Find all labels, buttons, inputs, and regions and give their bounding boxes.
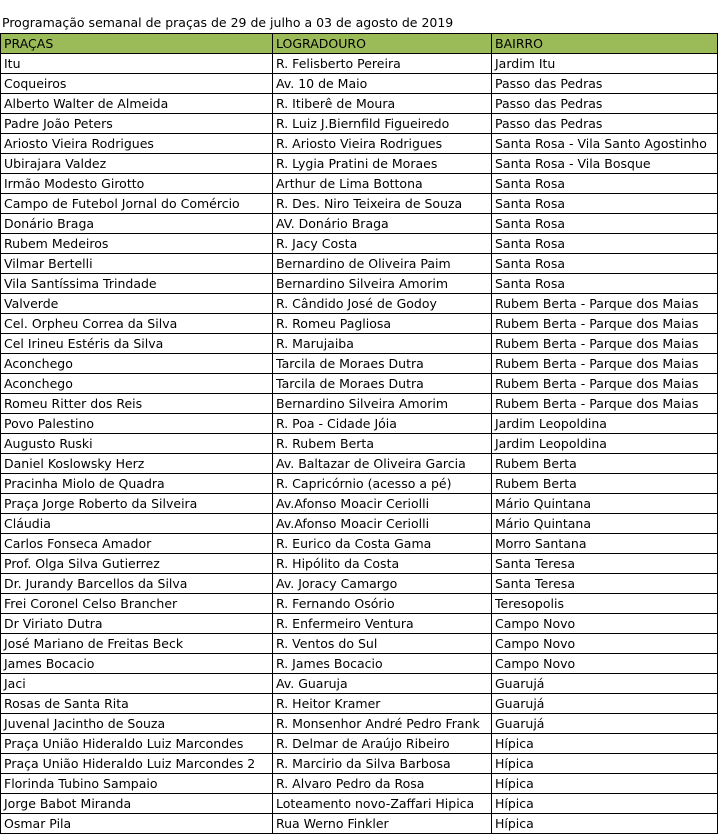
cell-logradouro[interactable]: Av. Guaruja: [273, 674, 492, 694]
table-row: [1, 114, 718, 134]
cell-praca[interactable]: Carlos Fonseca Amador: [1, 534, 273, 554]
cell-praca[interactable]: Vila Santíssima Trindade: [1, 274, 273, 294]
table-row: [1, 54, 718, 74]
header-pracas[interactable]: PRAÇAS: [1, 34, 273, 54]
table-row: [1, 94, 718, 114]
table-row: [1, 454, 718, 474]
table-row: [1, 814, 718, 834]
table-row: [1, 474, 718, 494]
table-row: [1, 494, 718, 514]
cell-praca[interactable]: Alberto Walter de Almeida: [1, 94, 273, 114]
table-row: [1, 554, 718, 574]
cell-bairro[interactable]: Mário Quintana: [492, 494, 718, 514]
cell-praca[interactable]: Coqueiros: [1, 74, 273, 94]
cell-bairro[interactable]: Campo Novo: [492, 634, 718, 654]
cell-logradouro[interactable]: Bernardino Silveira Amorim: [273, 394, 492, 414]
cell-bairro[interactable]: Santa Teresa: [492, 574, 718, 594]
table-row: [1, 694, 718, 714]
table-row: [1, 314, 718, 334]
cell-logradouro[interactable]: R. Poa - Cidade Jóia: [273, 414, 492, 434]
table-header: [1, 34, 718, 54]
cell-bairro[interactable]: Hípica: [492, 794, 718, 814]
cell-logradouro[interactable]: AV. Donário Braga: [273, 214, 492, 234]
cell-bairro[interactable]: Santa Rosa - Vila Santo Agostinho: [492, 134, 718, 154]
table-row: [1, 634, 718, 654]
cell-logradouro[interactable]: Arthur de Lima Bottona: [273, 174, 492, 194]
cell-bairro[interactable]: Santa Rosa: [492, 214, 718, 234]
cell-praca[interactable]: Rosas de Santa Rita: [1, 694, 273, 714]
cell-bairro[interactable]: Passo das Pedras: [492, 94, 718, 114]
cell-praca[interactable]: Vilmar Bertelli: [1, 254, 273, 274]
cell-bairro[interactable]: Rubem Berta - Parque dos Maias: [492, 334, 718, 354]
cell-praca[interactable]: Osmar Pila: [1, 814, 273, 834]
cell-praca[interactable]: Ubirajara Valdez: [1, 154, 273, 174]
cell-logradouro[interactable]: Bernardino Silveira Amorim: [273, 274, 492, 294]
header-logradouro[interactable]: LOGRADOURO: [273, 34, 492, 54]
cell-praca[interactable]: Padre João Peters: [1, 114, 273, 134]
cell-logradouro[interactable]: R. Ventos do Sul: [273, 634, 492, 654]
cell-praca[interactable]: Itu: [1, 54, 273, 74]
cell-logradouro[interactable]: R. Fernando Osório: [273, 594, 492, 614]
table-row: [1, 594, 718, 614]
cell-logradouro[interactable]: Tarcila de Moraes Dutra: [273, 354, 492, 374]
table-body: [1, 54, 718, 834]
cell-logradouro[interactable]: R. Marcirio da Silva Barbosa: [273, 754, 492, 774]
cell-logradouro[interactable]: R. Luiz J.Biernfild Figueiredo: [273, 114, 492, 134]
cell-praca[interactable]: Praça União Hideraldo Luiz Marcondes 2: [1, 754, 273, 774]
cell-praca[interactable]: Frei Coronel Celso Brancher: [1, 594, 273, 614]
cell-logradouro[interactable]: R. Cândido José de Godoy: [273, 294, 492, 314]
cell-bairro[interactable]: Hípica: [492, 774, 718, 794]
table-row: [1, 274, 718, 294]
header-row: [1, 34, 718, 54]
cell-praca[interactable]: James Bocacio: [1, 654, 273, 674]
cell-logradouro[interactable]: R. Rubem Berta: [273, 434, 492, 454]
cell-bairro[interactable]: Santa Rosa: [492, 274, 718, 294]
cell-praca[interactable]: Aconchego: [1, 374, 273, 394]
table-row: [1, 614, 718, 634]
table-row: [1, 654, 718, 674]
header-bairro[interactable]: BAIRRO: [492, 34, 718, 54]
cell-bairro[interactable]: Campo Novo: [492, 614, 718, 634]
cell-logradouro[interactable]: R. Romeu Pagliosa: [273, 314, 492, 334]
table-row: [1, 134, 718, 154]
cell-bairro[interactable]: Rubem Berta: [492, 454, 718, 474]
table-row: [1, 514, 718, 534]
cell-logradouro[interactable]: R. Ariosto Vieira Rodrigues: [273, 134, 492, 154]
cell-praca[interactable]: Juvenal Jacintho de Souza: [1, 714, 273, 734]
cell-bairro[interactable]: Santa Rosa: [492, 174, 718, 194]
cell-praca[interactable]: Rubem Medeiros: [1, 234, 273, 254]
table-row: [1, 414, 718, 434]
cell-praca[interactable]: Povo Palestino: [1, 414, 273, 434]
cell-praca[interactable]: Cel. Orpheu Correa da Silva: [1, 314, 273, 334]
cell-bairro[interactable]: Rubem Berta - Parque dos Maias: [492, 374, 718, 394]
cell-praca[interactable]: Jaci: [1, 674, 273, 694]
cell-bairro[interactable]: Mário Quintana: [492, 514, 718, 534]
cell-logradouro[interactable]: Rua Werno Finkler: [273, 814, 492, 834]
cell-bairro[interactable]: Jardim Leopoldina: [492, 414, 718, 434]
cell-logradouro[interactable]: Loteamento novo-Zaffari Hipica: [273, 794, 492, 814]
cell-logradouro[interactable]: Av. 10 de Maio: [273, 74, 492, 94]
table-row: [1, 774, 718, 794]
table-row: [1, 294, 718, 314]
cell-logradouro[interactable]: R. Lygia Pratini de Moraes: [273, 154, 492, 174]
cell-praca[interactable]: Pracinha Miolo de Quadra: [1, 474, 273, 494]
table-row: [1, 254, 718, 274]
cell-praca[interactable]: Irmão Modesto Girotto: [1, 174, 273, 194]
table-row: [1, 794, 718, 814]
cell-logradouro[interactable]: R. Des. Niro Teixeira de Souza: [273, 194, 492, 214]
cell-logradouro[interactable]: R. Alvaro Pedro da Rosa: [273, 774, 492, 794]
table-row: [1, 754, 718, 774]
cell-logradouro[interactable]: R. Jacy Costa: [273, 234, 492, 254]
cell-bairro[interactable]: Rubem Berta: [492, 474, 718, 494]
cell-logradouro[interactable]: R. Itiberê de Moura: [273, 94, 492, 114]
table-row: [1, 234, 718, 254]
cell-praca[interactable]: José Mariano de Freitas Beck: [1, 634, 273, 654]
cell-praca[interactable]: Jorge Babot Miranda: [1, 794, 273, 814]
cell-bairro[interactable]: Santa Rosa: [492, 254, 718, 274]
cell-praca[interactable]: Romeu Ritter dos Reis: [1, 394, 273, 414]
cell-bairro[interactable]: Jardim Leopoldina: [492, 434, 718, 454]
cell-bairro[interactable]: Santa Rosa: [492, 194, 718, 214]
table-row: [1, 174, 718, 194]
cell-bairro[interactable]: Hípica: [492, 814, 718, 834]
cell-bairro[interactable]: Hípica: [492, 734, 718, 754]
cell-logradouro[interactable]: Bernardino de Oliveira Paim: [273, 254, 492, 274]
table-row: [1, 374, 718, 394]
cell-praca[interactable]: Campo de Futebol Jornal do Comércio: [1, 194, 273, 214]
cell-bairro[interactable]: Morro Santana: [492, 534, 718, 554]
table-row: [1, 354, 718, 374]
cell-bairro[interactable]: Santa Rosa: [492, 234, 718, 254]
table-row: [1, 734, 718, 754]
cell-praca[interactable]: Florinda Tubino Sampaio: [1, 774, 273, 794]
cell-logradouro[interactable]: R. Marujaiba: [273, 334, 492, 354]
cell-bairro[interactable]: Rubem Berta - Parque dos Maias: [492, 354, 718, 374]
table-row: [1, 394, 718, 414]
cell-bairro[interactable]: Guarujá: [492, 674, 718, 694]
cell-praca[interactable]: Valverde: [1, 294, 273, 314]
cell-logradouro[interactable]: Av.Afonso Moacir Ceriolli: [273, 494, 492, 514]
cell-logradouro[interactable]: Av. Baltazar de Oliveira Garcia: [273, 454, 492, 474]
cell-logradouro[interactable]: R. Capricórnio (acesso a pé): [273, 474, 492, 494]
cell-praca[interactable]: Praça União Hideraldo Luiz Marcondes: [1, 734, 273, 754]
cell-praca[interactable]: Ariosto Vieira Rodrigues: [1, 134, 273, 154]
cell-bairro[interactable]: Jardim Itu: [492, 54, 718, 74]
table-row: [1, 334, 718, 354]
cell-logradouro[interactable]: R. Felisberto Pereira: [273, 54, 492, 74]
table-row: [1, 194, 718, 214]
table-row: [1, 534, 718, 554]
cell-bairro[interactable]: Passo das Pedras: [492, 114, 718, 134]
cell-bairro[interactable]: Rubem Berta - Parque dos Maias: [492, 394, 718, 414]
cell-logradouro[interactable]: R. James Bocacio: [273, 654, 492, 674]
cell-praca[interactable]: Praça Jorge Roberto da Silveira: [1, 494, 273, 514]
cell-praca[interactable]: Cel Irineu Estéris da Silva: [1, 334, 273, 354]
cell-praca[interactable]: Aconchego: [1, 354, 273, 374]
table-row: [1, 434, 718, 454]
cell-praca[interactable]: Cláudia: [1, 514, 273, 534]
cell-bairro[interactable]: Hípica: [492, 754, 718, 774]
cell-logradouro[interactable]: R. Eurico da Costa Gama: [273, 534, 492, 554]
table-row: [1, 74, 718, 94]
cell-bairro[interactable]: Passo das Pedras: [492, 74, 718, 94]
cell-bairro[interactable]: Santa Teresa: [492, 554, 718, 574]
cell-logradouro[interactable]: R. Delmar de Araújo Ribeiro: [273, 734, 492, 754]
cell-logradouro[interactable]: Tarcila de Moraes Dutra: [273, 374, 492, 394]
table-row: [1, 214, 718, 234]
table-row: [1, 674, 718, 694]
cell-praca[interactable]: Daniel Koslowsky Herz: [1, 454, 273, 474]
cell-praca[interactable]: Dr Viriato Dutra: [1, 614, 273, 634]
cell-logradouro[interactable]: R. Monsenhor André Pedro Frank: [273, 714, 492, 734]
cell-praca[interactable]: Augusto Ruski: [1, 434, 273, 454]
cell-praca[interactable]: Donário Braga: [1, 214, 273, 234]
cell-bairro[interactable]: Campo Novo: [492, 654, 718, 674]
cell-bairro[interactable]: Santa Rosa - Vila Bosque: [492, 154, 718, 174]
cell-bairro[interactable]: Rubem Berta - Parque dos Maias: [492, 314, 718, 334]
sheet-title: Programação semanal de praças de 29 de julho a 03 de agosto de 2019: [2, 15, 454, 30]
cell-bairro[interactable]: Teresopolis: [492, 594, 718, 614]
cell-praca[interactable]: Dr. Jurandy Barcellos da Silva: [1, 574, 273, 594]
cell-bairro[interactable]: Guarujá: [492, 694, 718, 714]
cell-logradouro[interactable]: R. Hipólito da Costa: [273, 554, 492, 574]
table-row: [1, 574, 718, 594]
schedule-table: [0, 33, 718, 834]
table-row: [1, 714, 718, 734]
table-row: [1, 154, 718, 174]
cell-logradouro[interactable]: Av. Joracy Camargo: [273, 574, 492, 594]
cell-logradouro[interactable]: Av.Afonso Moacir Ceriolli: [273, 514, 492, 534]
cell-bairro[interactable]: Rubem Berta - Parque dos Maias: [492, 294, 718, 314]
cell-bairro[interactable]: Guarujá: [492, 714, 718, 734]
cell-praca[interactable]: Prof. Olga Silva Gutierrez: [1, 554, 273, 574]
cell-logradouro[interactable]: R. Heitor Kramer: [273, 694, 492, 714]
cell-logradouro[interactable]: R. Enfermeiro Ventura: [273, 614, 492, 634]
